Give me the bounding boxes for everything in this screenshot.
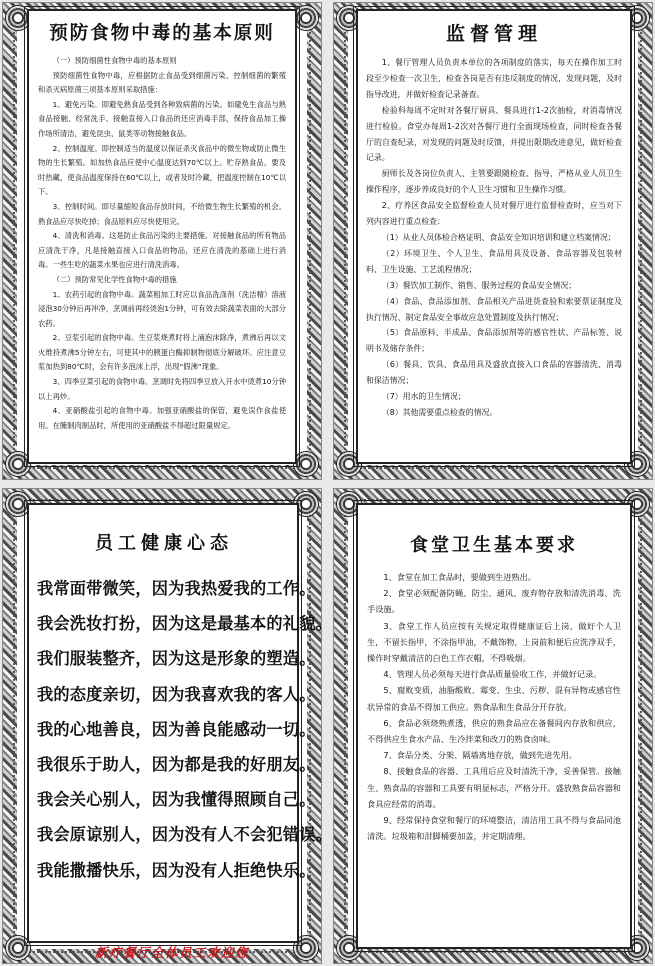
- attitude-line: 我的心地善良，因为善良能感动一切。: [37, 719, 316, 739]
- panel-food-poisoning-principles: [2, 2, 322, 480]
- paragraph: 3、食堂工作人员应按有关规定取得健康证后上岗，做好个人卫生，不留长指甲，不涂指甲油，不戴饰物，上岗前和便后应洗净双手，操作时穿戴清洁的白色工作衣帽，不得吸烟。: [367, 620, 621, 664]
- page-title: 员工健康心态: [95, 533, 233, 554]
- attitude-line: 我很乐于助人，因为都是我的好朋友。: [37, 755, 316, 775]
- paragraph: （5）食品原料、半成品、食品添加剂等的感官性状、产品标签、说明书及储存条件；: [366, 328, 622, 354]
- attitude-line: 我会关心别人，因为我懂得照顾自己。: [37, 790, 316, 810]
- paragraph: 2、豆浆引起的食物中毒。生豆浆烧煮时将上涌泡沫除净，煮沸后再以文火维持煮沸5分钟左右，可使其中的胰蛋白酶抑制物彻底分解破坏。应注意豆浆加热到80℃时，会有许多泡沫上浮，出现“假沸”现象。: [38, 333, 286, 372]
- restaurant-signature: 新疗餐厅全体员工欢迎您: [95, 945, 250, 960]
- panel-employee-attitude: [2, 488, 332, 964]
- paragraph: 预防细菌性食物中毒，应根据防止食品受到细菌污染、控制细菌的繁殖和杀灭病原菌三项基本原则采取措施：: [38, 70, 286, 95]
- paragraph: 6、食品必须烧熟煮透，供应的熟食品应在备餐间内存放和供应，不得供应生食水产品、生冷拌菜和改刀的熟食卤味。: [367, 717, 621, 745]
- paragraph: 2、控制温度。即控制适当的温度以保证杀灭食品中的微生物或防止微生物的生长繁殖。如加热食品应使中心温度达到70℃以上。贮存熟食品，要及时热藏，使食品温度保持在60℃以上，或者及时冷藏，把温度控制在10℃以下。: [38, 143, 286, 197]
- paragraph: （4）食品、食品添加剂、食品相关产品进货查验和索要票证制度及执行情况、制定食品安全事故应急处置制度及执行情况；: [366, 296, 622, 322]
- paragraph: 厨师长及各岗位负责人、主管要跟随检查、指导，严格从业人员卫生操作程序，逐步养成良好的个人卫生习惯和卫生操作习惯。: [366, 169, 622, 195]
- paragraph: 1、避免污染。即避免熟食品受到各种致病菌的污染。如避免生食品与熟食品接触、经常洗手、接触直接入口食品的还应消毒手部，保持食品加工操作场所清洁，避免昆虫、鼠类等动物接触食品。: [38, 99, 286, 138]
- panel-supervision-management: [333, 2, 653, 480]
- paragraph: 1、餐厅管理人员负责本单位的各项制度的落实，每天在操作加工时段至少检查一次卫生，检查各岗是否有违反制度的情况，发现问题，及时指导改进，并做好检查记录备查。: [366, 58, 622, 99]
- paragraph: 9、经常保持食堂和餐厅的环境整洁，清洁用工具不得与食品同池清洗。垃圾箱和泔脚桶要加盖，并定期清理。: [367, 815, 621, 842]
- paragraph: 1、食堂在加工食品时，要做到生进熟出。: [383, 572, 536, 582]
- paragraph: 5、腐败变质，油脂酸败、霉变、生虫、污秽、混有异物或感官性状异常的食品不得加工供应。熟食品和生食品分开存放。: [367, 685, 621, 712]
- paragraph: 2、疗养区食品安全监督检查人员对餐厅进行监督检查时，应当对下列内容进行重点检查：: [366, 201, 622, 227]
- paragraph: 4、管理人员必须每天进行食品质量验收工作，并做好记录。: [383, 669, 602, 680]
- paragraph: （1）从业人员体检合格证明、食品安全知识培训和建立档案情况；: [381, 232, 616, 242]
- attitude-line: 我们服装整齐，因为这是形象的塑造。: [37, 649, 316, 669]
- content-box: [356, 9, 632, 464]
- paragraph: 3、四季豆菜引起的食物中毒。烹调时先将四季豆放入开水中烫煮10分钟以上再炒。: [38, 377, 286, 401]
- content-box: [27, 503, 332, 943]
- paragraph: 2、食堂必须配备防蝇、防尘、通风、废弃物存放和清洗消毒、洗手设施。: [367, 588, 621, 615]
- paragraph: 检验科每周不定时对各餐厅厨具、餐具进行1-2次抽检，对消毒情况进行检验。食堂办每周1-2次对各餐厅进行全面现场检查，同时检查各餐厅的自查纪录，对发现的问题及时反馈，并提出限期改进意见，做好检查记录。: [366, 105, 622, 163]
- attitude-line: 我会原谅别人，因为没有人不会犯错误。: [37, 825, 332, 845]
- attitude-line: 我的态度亲切，因为我喜欢我的客人。: [37, 684, 316, 704]
- text-body: [367, 569, 621, 844]
- page-title: 监督管理: [445, 23, 542, 45]
- text-body: [38, 54, 286, 433]
- paragraph: 3、控制时间。即尽量缩短食品存放时间，不给微生物生长繁殖的机会。熟食品应尽快吃掉；食品原料应尽快使用完。: [38, 201, 286, 226]
- paragraph: （2）环境卫生、个人卫生、食品用具及设备、食品容器及包装材料、卫生设施、工艺流程情况；: [366, 248, 622, 274]
- content-box: [27, 9, 297, 464]
- panel-canteen-hygiene: [333, 488, 653, 964]
- paragraph: （一）预防细菌性食物中毒的基本原则: [52, 56, 177, 65]
- attitude-line: 我会洗妆打扮，因为这是最基本的礼貌。: [37, 614, 332, 634]
- paragraph: 7、食品分类、分架、隔墙离地存放，做到先进先用。: [383, 750, 577, 761]
- page-title: 食堂卫生基本要求: [410, 535, 578, 556]
- paragraph: （8）其他需要重点检查的情况。: [381, 407, 498, 417]
- paragraph: 8、接触食品的容器、工具用后应及时清洗干净，妥善保管。接触生、熟食品的容器和工具要有明显标志，严格分开。盛放熟食品容器和食具应经常的消毒。: [367, 766, 621, 809]
- content-box: [356, 503, 632, 949]
- text-body: [366, 55, 622, 421]
- paragraph: （6）餐具、饮具、食品用具及盛放直接入口食品的容器清洗、消毒和保洁情况；: [366, 360, 622, 386]
- attitude-line: 我能撒播快乐，因为没有人拒绝快乐。: [37, 860, 316, 880]
- paragraph: 4、清洗和消毒。这是防止食品污染的主要措施。对接触食品的所有物品应清洗干净，凡是接触直接入口食品的物品，还应在清洗的基础上进行消毒。一些生吃的蔬菜水果也应进行清洗消毒。: [38, 231, 286, 270]
- paragraph: （二）预防常见化学性食物中毒的措施: [52, 274, 177, 284]
- attitude-line: 我常面带微笑，因为我热爱我的工作。: [37, 579, 316, 598]
- text-body: [37, 571, 332, 888]
- paragraph: 4、亚硝酸盐引起的食物中毒。加强亚硝酸盐的保管，避免误作食盐使用。在腌制肉制品时，所使用的亚硝酸盐不得超过限量规定。: [38, 406, 286, 430]
- paragraph: （7）用水的卫生情况；: [381, 392, 466, 402]
- page-title: 预防食物中毒的基本原则: [49, 23, 275, 44]
- paragraph: 1、农药引起的食物中毒。蔬菜粗加工时应以食品洗涤剂（洗洁精）溶液浸泡30分钟后再冲净，烹调前再经烫泡1分钟，可有效去除蔬菜表面的大部分农药。: [38, 289, 286, 328]
- paragraph: （3）餐饮加工制作、销售、服务过程的食品安全情况；: [381, 280, 577, 290]
